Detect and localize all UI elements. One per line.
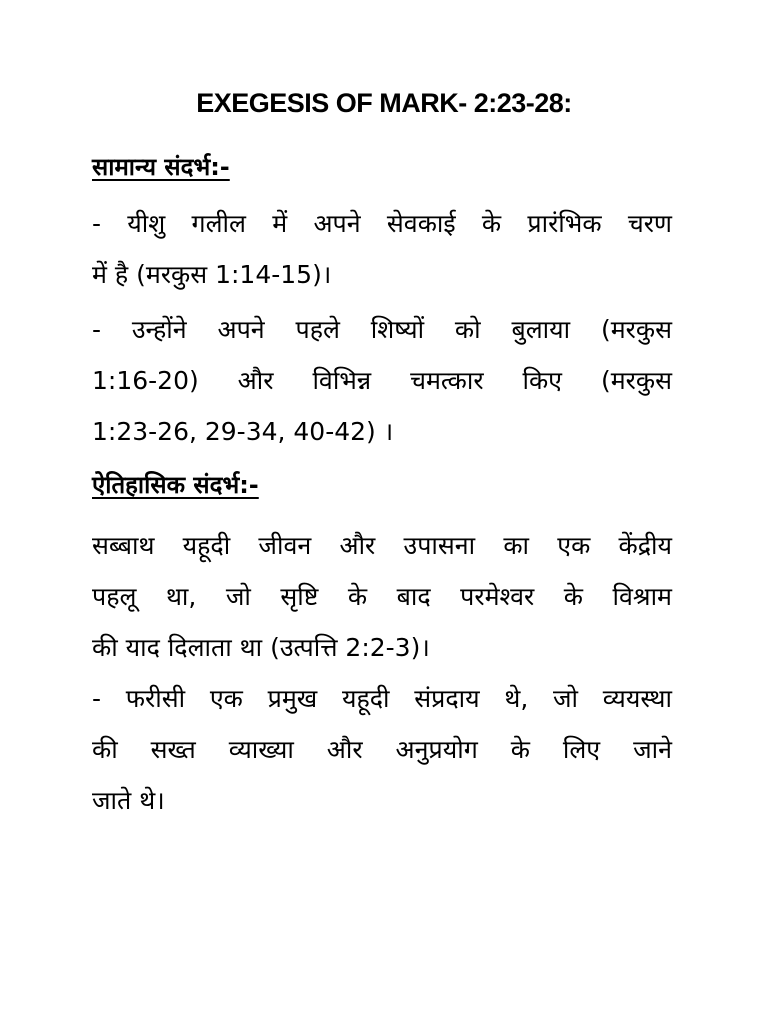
paragraph-line: - यीशु गलील में अपने सेवकाई के प्रारंभिक चरण: [92, 209, 672, 238]
paragraph-line: जाते थे।: [92, 786, 165, 815]
document-title: EXEGESIS OF MARK- 2:23-28:: [196, 88, 572, 118]
paragraph-line: - उन्होंने अपने पहले शिष्यों को बुलाया (मरकुस: [92, 315, 672, 344]
paragraph-disciples-miracles: [92, 304, 672, 457]
paragraph-line: 1:16-20) और विभिन्न चमत्कार किए (मरकुस: [92, 366, 672, 395]
paragraph-line: की सख्त व्याख्या और अनुप्रयोग के लिए जाने: [92, 735, 672, 764]
paragraph-line: - फरीसी एक प्रमुख यहूदी संप्रदाय थे, जो व्ययस्था: [92, 684, 672, 713]
section-heading-historical-context: ऐतिहासिक संदर्भ:-: [92, 471, 259, 499]
paragraph-jesus-ministry: [92, 198, 672, 300]
paragraph-line: की याद दिलाता था (उत्पत्ति 2:2-3)।: [92, 633, 430, 662]
paragraph-line: 1:23-26, 29-34, 40-42) ।: [92, 417, 394, 446]
section-heading-general-context: सामान्य संदर्भ:-: [92, 153, 230, 181]
paragraph-pharisees: [92, 673, 672, 826]
paragraph-sabbath: [92, 520, 672, 673]
paragraph-line: में है (मरकुस 1:14-15)।: [92, 260, 332, 289]
paragraph-line: पहलू था, जो सृष्टि के बाद परमेश्वर के विश्राम: [92, 582, 672, 611]
paragraph-line: सब्बाथ यहूदी जीवन और उपासना का एक केंद्रीय: [92, 531, 672, 560]
